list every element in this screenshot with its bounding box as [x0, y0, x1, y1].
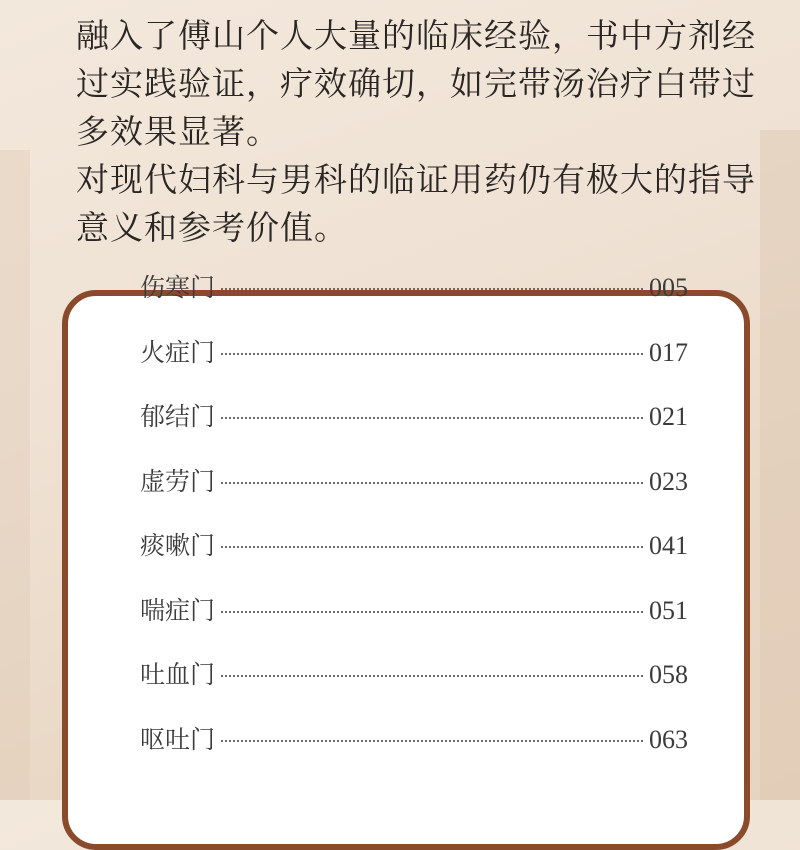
toc-item-page: 058 [649, 660, 688, 689]
toc-item[interactable] [140, 526, 688, 591]
toc-item-page: 017 [649, 337, 688, 367]
toc-item[interactable] [140, 591, 688, 656]
toc-item-title: 伤寒门 [140, 273, 216, 302]
toc-dot-leader [221, 353, 643, 355]
toc-item[interactable] [140, 268, 688, 333]
toc-item-title: 痰嗽门 [140, 531, 216, 560]
toc-dot-leader [221, 417, 643, 419]
toc-item[interactable] [140, 333, 688, 398]
toc-dot-leader [221, 611, 643, 613]
toc-item[interactable] [140, 462, 688, 527]
toc-dot-leader [221, 482, 643, 484]
toc-item-page: 041 [649, 531, 688, 560]
toc-dot-leader [221, 288, 643, 290]
toc-item-title: 郁结门 [140, 402, 216, 431]
toc-item[interactable] [140, 720, 688, 785]
toc-item-page: 063 [649, 724, 688, 754]
toc-item[interactable] [140, 397, 688, 462]
table-of-contents-card [62, 273, 750, 850]
toc-dot-leader [221, 740, 643, 742]
toc-item-page: 051 [649, 595, 688, 625]
toc-item-title: 虚劳门 [140, 466, 216, 496]
toc-item-title: 呕吐门 [140, 724, 216, 754]
toc-list [140, 273, 688, 784]
toc-item-title: 吐血门 [140, 660, 216, 689]
toc-item-title: 喘症门 [140, 595, 216, 625]
intro-paragraph: 对现代妇科与男科的临证用药仍有极大的指导意义和参考价值。 [76, 160, 756, 247]
intro-paragraph: 融入了傅山个人大量的临床经验，书中方剂经过实践验证，疗效确切，如完带汤治疗白带过多效果显著。 [76, 16, 756, 151]
toc-item-title: 火症门 [140, 337, 216, 367]
intro-text-block [76, 12, 766, 252]
toc-item-page: 023 [649, 466, 688, 496]
toc-dot-leader [221, 546, 643, 548]
toc-item-page: 005 [649, 273, 688, 302]
toc-dot-leader [221, 675, 643, 677]
toc-item[interactable] [140, 655, 688, 720]
background-panel-left [0, 150, 30, 800]
background-panel-right [760, 130, 800, 800]
toc-item-page: 021 [649, 402, 688, 431]
